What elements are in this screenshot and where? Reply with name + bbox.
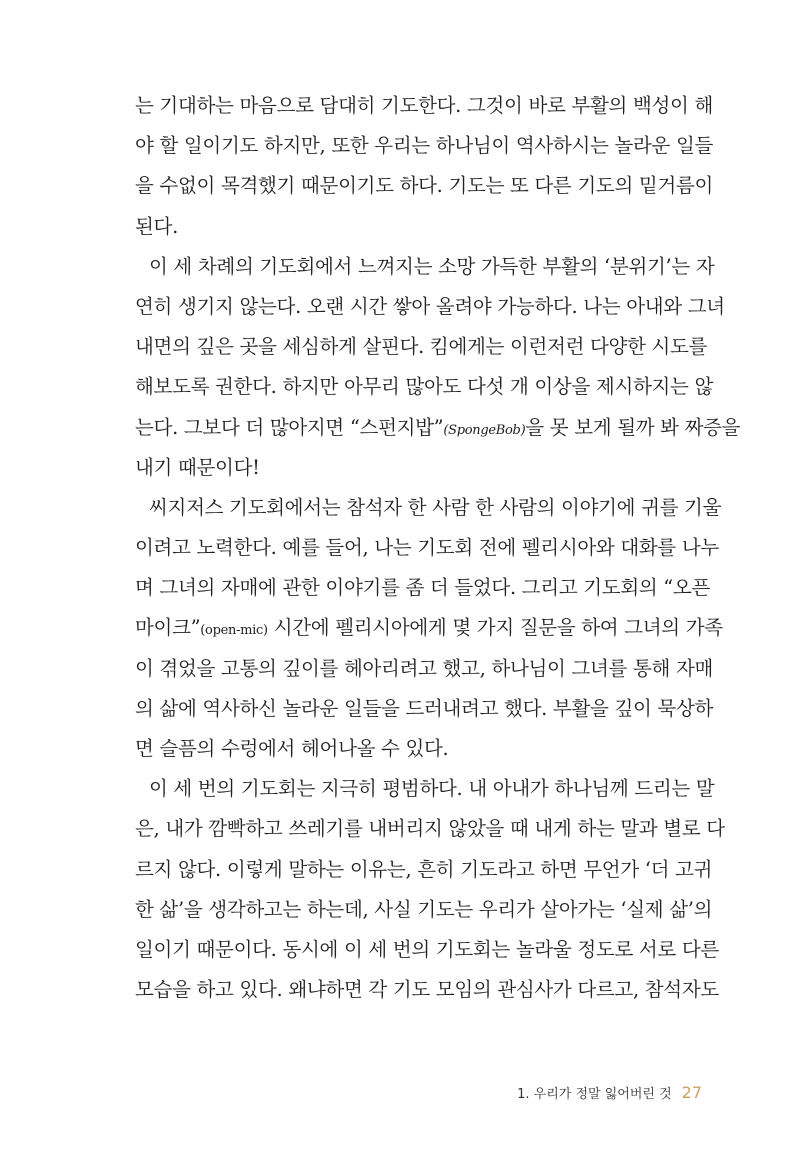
text-line: 내기 때문이다! [135, 455, 260, 479]
text-line: 는 기대하는 마음으로 담대히 기도한다. 그것이 바로 부활의 백성이 해 [135, 94, 714, 117]
text-line: 이 겪었을 고통의 깊이를 헤아리려고 했고, 하나님이 그녀를 통해 자매 [135, 656, 714, 680]
text-line: 은, 내가 깜빡하고 쓰레기를 내버리지 않았을 때 내게 하는 말과 별로 다 [135, 817, 725, 841]
text-line: 일이기 때문이다. 동시에 이 세 번의 기도회는 놀라울 정도로 서로 다른 [135, 937, 719, 961]
text-segment: 는다. 그보다 더 많아지면 “스펀지밥” [135, 415, 444, 439]
text-line: 면 슬픔의 수렁에서 헤어나올 수 있다. [135, 737, 449, 760]
text-line [135, 408, 741, 448]
text-line: 연히 생기지 않는다. 오랜 시간 쌓아 올려야 가능하다. 나는 아내와 그녀 [135, 294, 725, 318]
text-line: 이 세 차례의 기도회에서 느껴지는 소망 가득한 부활의 ‘분위기’는 자 [149, 254, 715, 278]
text-line: 며 그녀의 자매에 관한 이야기를 좀 더 들었다. 그리고 기도회의 “오픈 [135, 576, 711, 600]
text-line: 르지 않다. 이렇게 말하는 이유는, 흔히 기도라고 하면 무언가 ‘더 고귀 [135, 857, 713, 881]
text-line: 의 삶에 역사하신 놀라운 일들을 드러내려고 했다. 부활을 깊이 묵상하 [135, 696, 714, 720]
text-line: 이려고 노력한다. 예를 들어, 나는 기도회 전에 펠리시아와 대화를 나누 [135, 536, 719, 560]
text-line: 해보도록 권한다. 하지만 아무리 많아도 다섯 개 이상을 제시하지는 않 [135, 375, 714, 399]
text-segment: 을 못 보게 될까 봐 짜증을 [525, 415, 741, 439]
text-line: 야 할 일이기도 하지만, 또한 우리는 하나님이 역사하시는 놀라운 일들 [135, 134, 714, 158]
text-line: 된다. [135, 214, 178, 238]
page-body [135, 86, 741, 1010]
text-line: 모습을 하고 있다. 왜냐하면 각 기도 모임의 관심사가 다르고, 참석자도 [135, 978, 719, 1002]
text-segment: 시간에 펠리시아에게 몇 가지 질문을 하여 그녀의 가족 [267, 616, 723, 640]
text-line: 이 세 번의 기도회는 지극히 평범하다. 내 아내가 하나님께 드리는 말 [149, 777, 715, 801]
page-number: 27 [681, 1083, 702, 1102]
text-line [135, 608, 723, 648]
text-line: 씨지저스 기도회에서는 참석자 한 사람 한 사람의 이야기에 귀를 기울 [149, 495, 722, 519]
running-footer-chapter: 1. 우리가 정말 잃어버린 것 [517, 1087, 672, 1102]
inline-note: (open-mic) [200, 623, 268, 639]
page-footer [517, 1081, 702, 1105]
text-line: 한 삶’을 생각하고는 하는데, 사실 기도는 우리가 살아가는 ‘실제 삶’의 [135, 897, 713, 921]
text-line: 내면의 깊은 곳을 세심하게 살핀다. 킴에게는 이런저런 다양한 시도를 [135, 335, 708, 359]
inline-note: (SpongeBob) [443, 422, 526, 438]
text-line: 을 수없이 목격했기 때문이기도 하다. 기도는 또 다른 기도의 밑거름이 [135, 174, 714, 198]
text-segment: 마이크” [135, 616, 201, 640]
